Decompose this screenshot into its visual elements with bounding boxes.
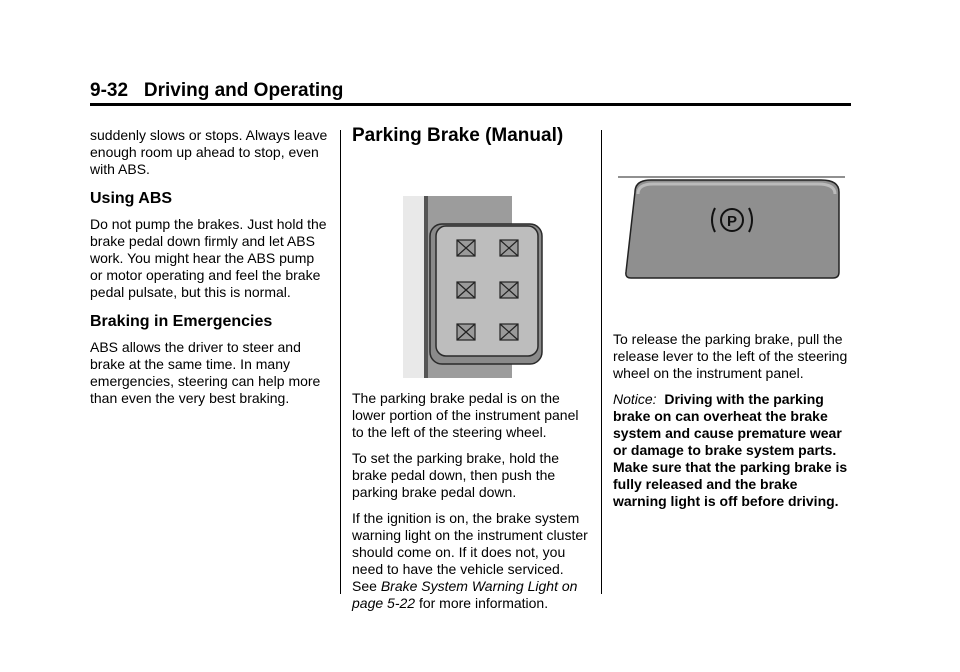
column-divider (340, 130, 341, 594)
svg-text:P: P (726, 213, 738, 230)
notice-block (613, 391, 853, 510)
section-title: Driving and Operating (143, 80, 344, 101)
parking-brake-release-lever-illustration (613, 172, 853, 284)
warning-text-start: If the ignition is on, the brake system warning light on the instrument cluster should come on. If it does not, you need to have the vehicle serviced. See (352, 510, 588, 594)
using-abs-text: Do not pump the brakes. Just hold the brake pedal down firmly and let ABS work. You might hear the ABS pump or motor operating and feel the brake pedal pulsate, but this is normal. (90, 216, 327, 300)
warning-light-text (352, 510, 592, 612)
header-rule (90, 103, 851, 106)
release-brake-text: To release the parking brake, pull the release lever to the left of the steering wheel on the instrument panel. (613, 331, 848, 381)
parking-brake-pedal-illustration (352, 148, 592, 380)
column-1 (90, 127, 328, 416)
column-3 (613, 172, 853, 519)
heading-using-abs: Using ABS (90, 190, 173, 207)
page-number: 9-32 (90, 80, 129, 101)
column-2 (352, 124, 592, 621)
notice-label: Notice: (613, 391, 657, 407)
emergencies-text: ABS allows the driver to steer and brake at the same time. In many emergencies, steering can help more than even the very best braking. (90, 339, 321, 406)
abs-intro-text: suddenly slows or stops. Always leave enough room up ahead to stop, even with ABS. (90, 127, 328, 177)
pedal-location-text: The parking brake pedal is on the lower portion of the instrument panel to the left of the steering wheel. (352, 390, 579, 440)
column-divider (601, 130, 602, 594)
heading-braking-emergencies: Braking in Emergencies (90, 313, 273, 330)
warning-text-end: for more information. (415, 595, 549, 611)
page-title (90, 80, 343, 102)
brake-warning-light-link[interactable]: Brake System Warning Light on page 5-22 (352, 578, 578, 611)
set-brake-text: To set the parking brake, hold the brake pedal down, then push the parking brake pedal down. (352, 450, 560, 500)
notice-text: Driving with the parking brake on can overheat the brake system and cause premature wear or damage to brake system parts. Make sure that the parking brake is fully released and the brake warning light is off before driving. (613, 391, 848, 509)
heading-parking-brake: Parking Brake (Manual) (352, 125, 564, 146)
